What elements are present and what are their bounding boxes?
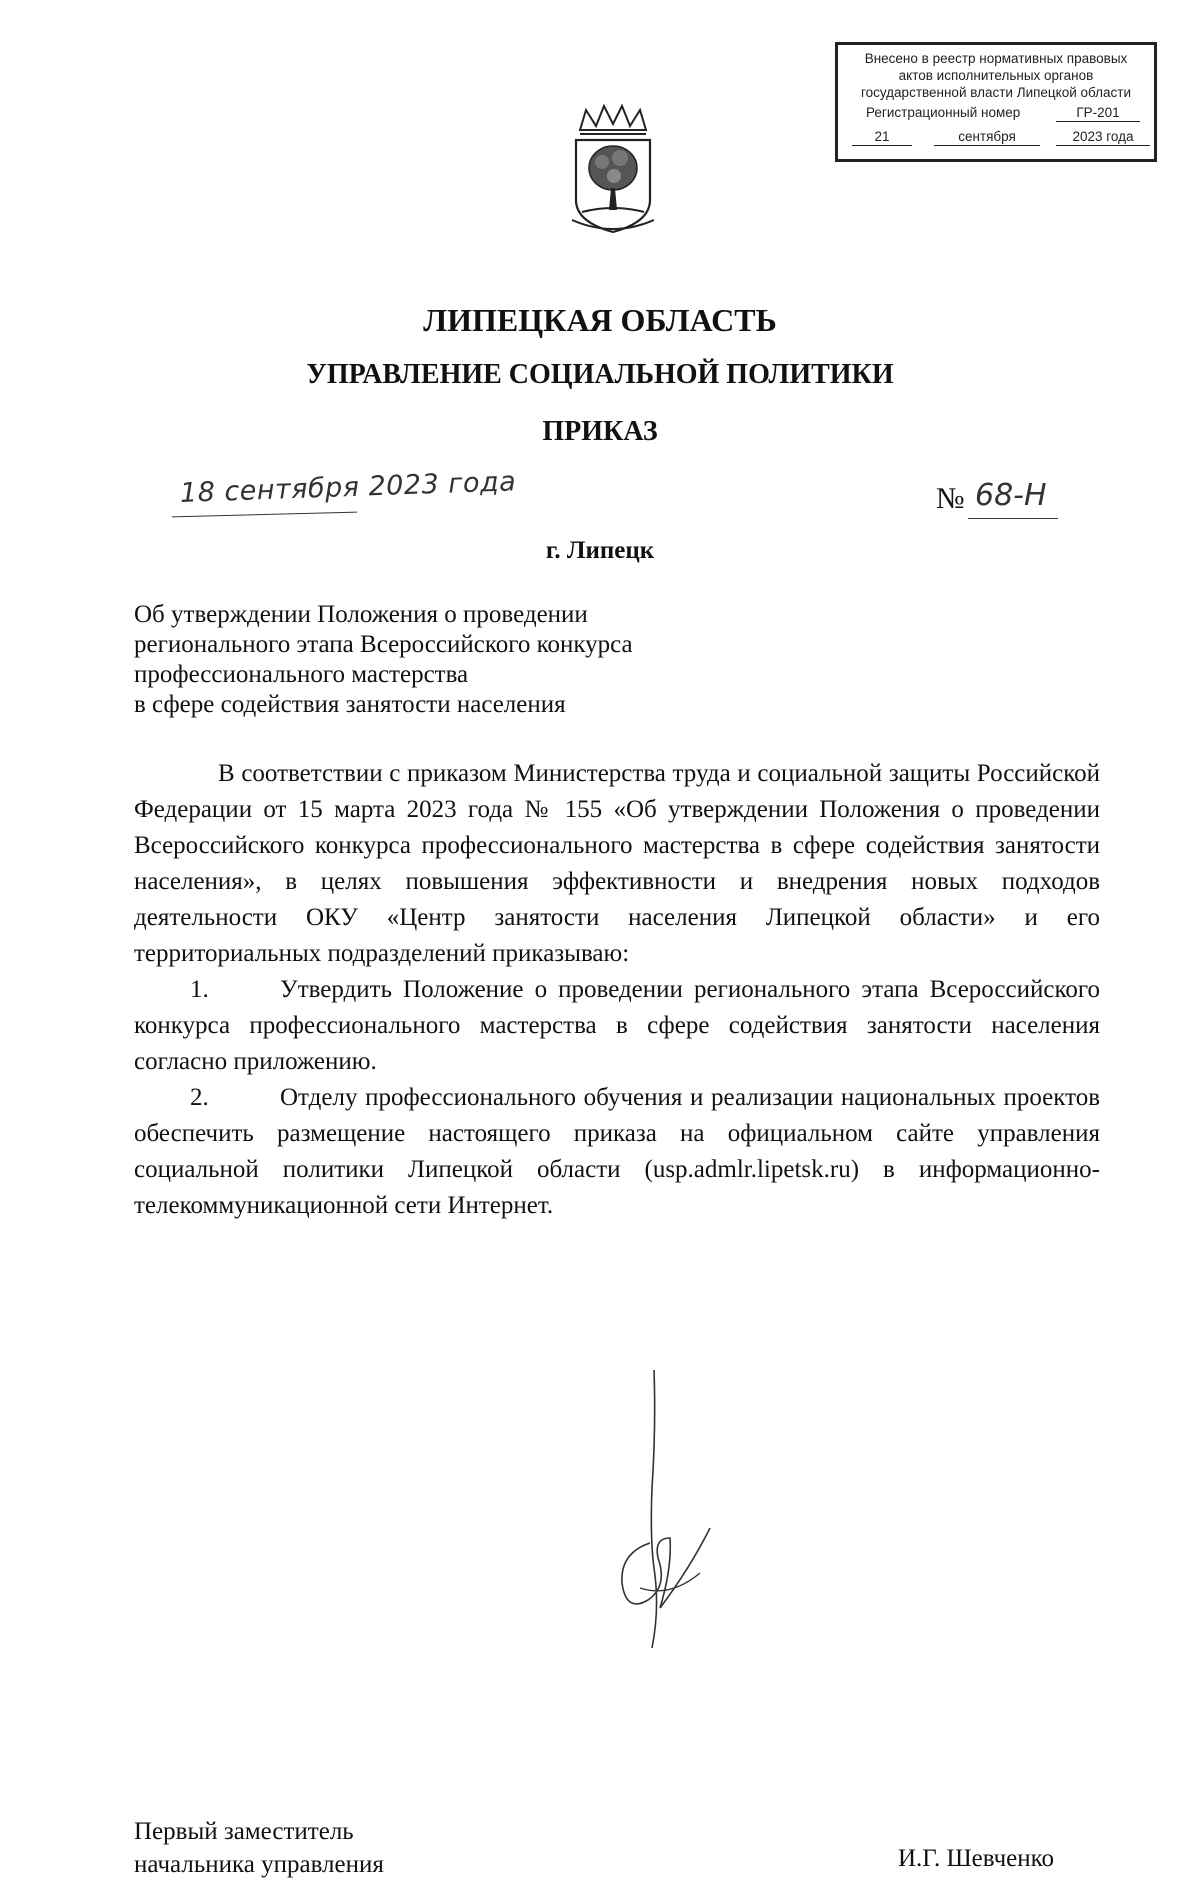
item-text: Отделу профессионального обучения и реализации национальных проектов обеспечить размещение настоящего приказа на официальном сайте управления социальной политики Липецкой области (usp.admlr.lipetsk.ru) в информационно-телекоммуникационной сети Интернет. bbox=[134, 1084, 1100, 1219]
region-title: ЛИПЕЦКАЯ ОБЛАСТЬ bbox=[423, 302, 777, 338]
coat-of-arms-emblem bbox=[568, 104, 658, 244]
stamp-reg-label: Регистрационный номер bbox=[866, 105, 1021, 120]
signatory-name: И.Г. Шевченко bbox=[898, 1845, 1055, 1872]
order-date-handwritten: 18 сентября 2023 года bbox=[179, 466, 517, 509]
department-title: УПРАВЛЕНИЕ СОЦИАЛЬНОЙ ПОЛИТИКИ bbox=[306, 359, 894, 390]
order-item-2 bbox=[134, 1080, 1100, 1224]
handwritten-signature bbox=[610, 1368, 720, 1653]
order-subject bbox=[134, 600, 633, 720]
order-number-label: № bbox=[936, 482, 965, 515]
intro-paragraph: В соответствии с приказом Министерства труда и социальной защиты Российской Федерации от 15 марта 2023 года № 155 «Об утверждении Положения о проведении Всероссийского конкурса профессионального мастерства в сфере содействия занятости населения», в целях повышения эффективности и внедрения новых подходов деятельности ОКУ «Центр занятости населения Липецкой области» и его территориальных подразделений приказываю: bbox=[134, 760, 1100, 967]
document-type: ПРИКАЗ bbox=[542, 416, 658, 447]
item-number: 1. bbox=[190, 976, 209, 1003]
subject-line: профессионального мастерства bbox=[134, 661, 469, 688]
stamp-reg-number: ГР-201 bbox=[1056, 105, 1140, 122]
order-number-handwritten: 68-Н bbox=[975, 478, 1047, 513]
order-body bbox=[134, 756, 1100, 1224]
subject-line: Об утверждении Положения о проведении bbox=[134, 601, 588, 628]
city: г. Липецк bbox=[545, 537, 655, 564]
date-underline bbox=[172, 512, 357, 518]
stamp-line-3: государственной власти Липецкой области bbox=[860, 85, 1132, 100]
stamp-month: сентября bbox=[934, 129, 1040, 146]
number-underline bbox=[968, 518, 1058, 519]
position-line: начальника управления bbox=[134, 1851, 384, 1878]
subject-line: в сфере содействия занятости населения bbox=[134, 691, 566, 718]
order-item-1 bbox=[134, 972, 1100, 1080]
stamp-year: 2023 года bbox=[1056, 129, 1150, 146]
subject-line: регионального этапа Всероссийского конкурса bbox=[134, 631, 633, 658]
registry-stamp bbox=[835, 42, 1157, 162]
stamp-line-2: актов исполнительных органов bbox=[898, 68, 1094, 83]
item-text: Утвердить Положение о проведении регионального этапа Всероссийского конкурса профессионального мастерства в сфере содействия занятости населения согласно приложению. bbox=[134, 976, 1100, 1075]
item-number: 2. bbox=[190, 1084, 209, 1111]
stamp-line-1: Внесено в реестр нормативных правовых bbox=[864, 51, 1128, 66]
signatory-position bbox=[134, 1815, 384, 1881]
position-line: Первый заместитель bbox=[134, 1818, 354, 1845]
stamp-day: 21 bbox=[852, 129, 912, 146]
